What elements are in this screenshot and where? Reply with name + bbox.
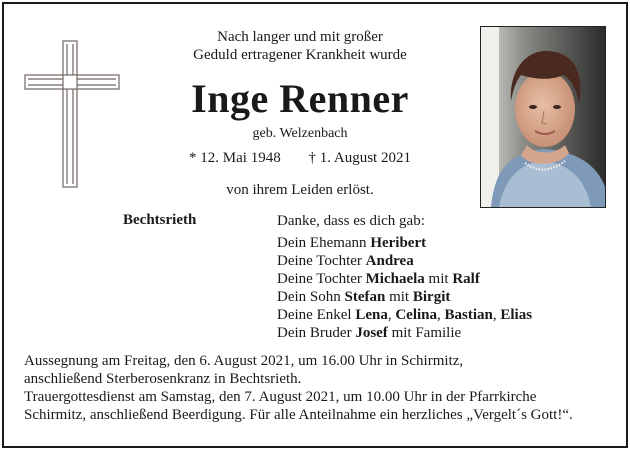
family-line (277, 324, 532, 342)
family-relation-text: Deine Tochter (277, 253, 366, 269)
family-line (277, 252, 532, 270)
intro-line-1: Nach langer und mit großer (217, 29, 383, 45)
life-dates (150, 150, 450, 167)
family-member-name: Heribert (370, 235, 427, 251)
intro-text (150, 28, 450, 64)
portrait-photo (480, 26, 606, 208)
relief-line: von ihrem Leiden erlöst. (226, 182, 374, 198)
intro-line-2: Geduld ertragener Krankheit wurde (193, 47, 407, 63)
family-member-name: Lena (355, 307, 388, 323)
family-line (277, 234, 532, 252)
family-relation-text: mit (385, 289, 413, 305)
family-relation-text: mit (424, 271, 453, 287)
service-1-line-2: anschließend Sterberosenkranz in Bechtsrieth. (24, 371, 302, 387)
family-relation-text: Dein Bruder (277, 325, 356, 341)
service-1-line-1: Aussegnung am Freitag, den 6. August 2021, um 16.00 Uhr in Schirmitz, (24, 353, 464, 369)
family-line (277, 306, 532, 324)
service-paragraph-2 (24, 388, 614, 424)
family-relation-text: Deine Enkel (277, 307, 356, 323)
service-2-line-2: Schirmitz, anschließend Beerdigung. Für alle Anteilnahme ein herzliches „Vergelt´s Gott!“. (24, 407, 573, 423)
portrait-image (481, 27, 605, 207)
cross-icon (24, 40, 124, 190)
thanks-line: Danke, dass es dich gab: (277, 213, 425, 229)
family-member-name: Michaela (365, 271, 425, 287)
death-date: † 1. August 2021 (308, 150, 411, 166)
family-list (277, 234, 532, 342)
family-member-name: Birgit (412, 289, 451, 305)
family-relation-text: , (387, 307, 396, 323)
family-relation-text: Deine Tochter (277, 271, 366, 287)
deceased-name: Inge Renner (191, 76, 409, 121)
family-relation-text: , (492, 307, 501, 323)
family-member-name: Bastian (444, 307, 493, 323)
family-relation-text: mit Familie (387, 325, 462, 341)
maiden-name: geb. Welzenbach (252, 126, 348, 141)
service-paragraph-1 (24, 352, 614, 388)
place-name: Bechtsrieth (123, 212, 197, 228)
family-relation-text: Dein Ehemann (277, 235, 371, 251)
birth-date: * 12. Mai 1948 (189, 150, 281, 166)
family-line (277, 288, 532, 306)
family-member-name: Stefan (344, 289, 386, 305)
family-member-name: Josef (355, 325, 388, 341)
family-member-name: Celina (395, 307, 437, 323)
family-relation-text: Dein Sohn (277, 289, 345, 305)
family-member-name: Andrea (365, 253, 414, 269)
family-line (277, 270, 532, 288)
family-member-name: Elias (500, 307, 533, 323)
family-relation-text: , (437, 307, 445, 323)
service-2-line-1: Trauergottesdienst am Samstag, den 7. August 2021, um 10.00 Uhr in der Pfarrkirche (24, 389, 537, 405)
service-details (24, 352, 614, 424)
family-member-name: Ralf (452, 271, 480, 287)
